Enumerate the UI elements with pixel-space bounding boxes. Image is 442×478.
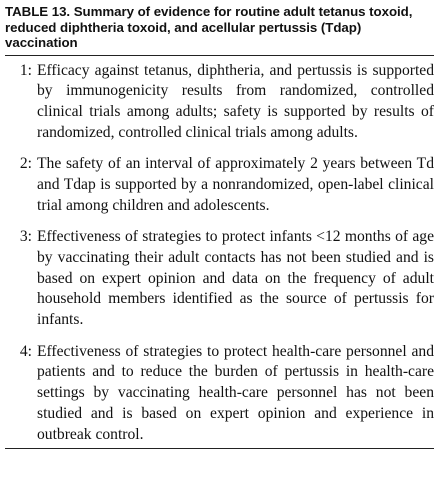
item-number: 2: — [19, 155, 32, 173]
table-title: TABLE 13. Summary of evidence for routine adult tetanus toxoid, reduced diphtheria toxoid, and acellular pertussis (Tdap) vaccination — [5, 4, 413, 50]
item-number: 3: — [19, 228, 32, 246]
bottom-rule — [5, 448, 434, 449]
evidence-item-1 — [5, 61, 434, 144]
item-number: 4: — [19, 342, 32, 360]
item-text: Effectiveness of strategies to protect health-care personnel and patients and to reduce the burden of pertussis in health-care settings by vaccinating health-care personnel has not been studied and is based on expert opinion and experience in outbreak control. — [37, 342, 434, 443]
evidence-list — [5, 56, 434, 446]
item-text: The safety of an interval of approximately 2 years between Td and Tdap is supported by a nonrandomized, open-label clinical trial among children and adolescents. — [37, 155, 434, 214]
item-text: Efficacy against tetanus, diphtheria, and pertussis is supported by immunogenicity results from randomized, controlled clinical trials among adults; safety is supported by results of randomized, controlled clinical trials among adults. — [37, 61, 434, 141]
evidence-item-3 — [5, 227, 434, 331]
item-text: Effectiveness of strategies to protect infants <12 months of age by vaccinating their adult contacts has not been studied and is based on expert opinion and data on the frequency of adult household members identified as the source of pertussis for infants. — [37, 228, 434, 329]
item-number: 1: — [19, 61, 32, 79]
evidence-item-2 — [5, 154, 434, 216]
evidence-item-4 — [5, 342, 434, 446]
